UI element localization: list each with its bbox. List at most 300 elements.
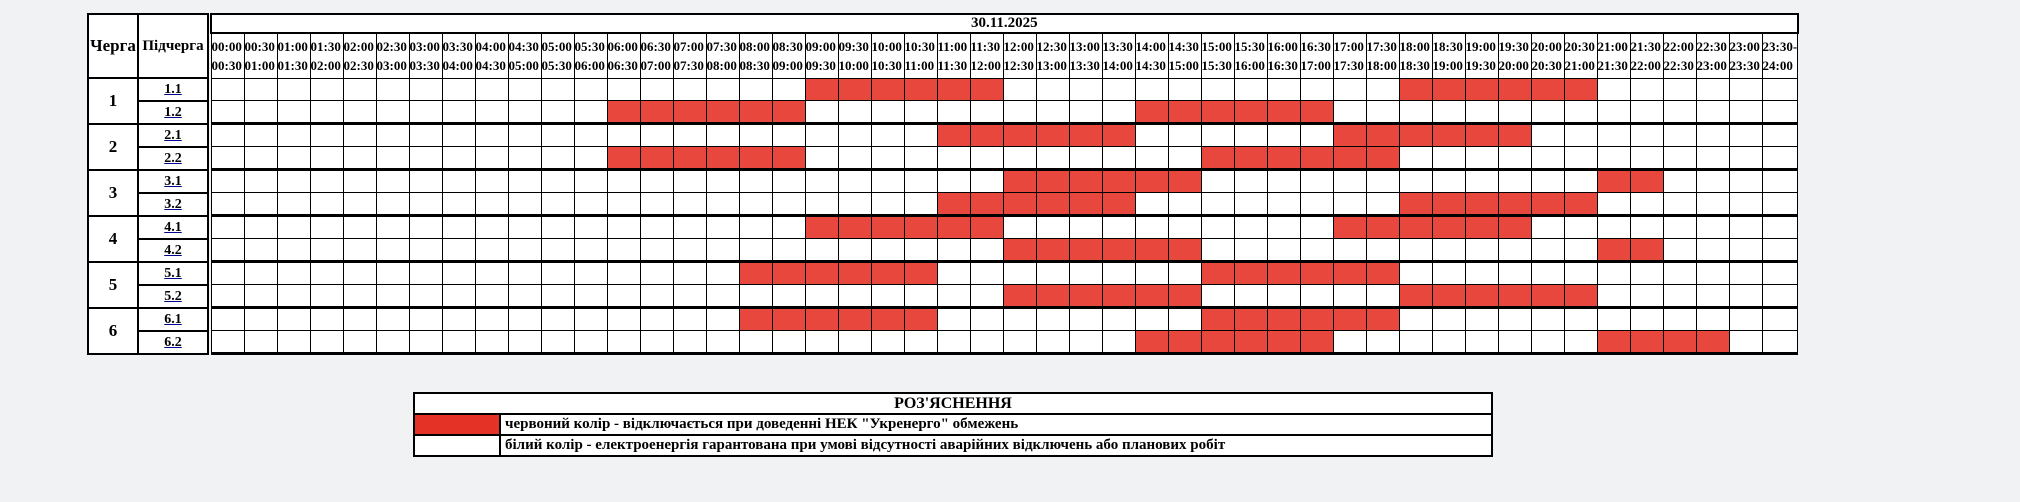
time-slot-header	[475, 33, 508, 79]
outage-cell	[1234, 147, 1267, 170]
power-cell	[1432, 262, 1465, 285]
power-cell	[574, 170, 607, 193]
outage-cell	[1564, 285, 1597, 308]
power-cell	[1267, 239, 1300, 262]
power-cell	[310, 262, 343, 285]
power-cell	[475, 216, 508, 239]
subqueue-link[interactable]: 5.1	[164, 265, 182, 281]
power-cell	[1168, 308, 1201, 331]
power-cell	[1234, 170, 1267, 193]
outage-cell	[1366, 124, 1399, 147]
outage-cell	[772, 308, 805, 331]
power-cell	[937, 308, 970, 331]
power-cell	[739, 239, 772, 262]
time-slot-header	[904, 33, 937, 79]
outage-cell	[607, 101, 640, 124]
time-slot-header	[1201, 33, 1234, 79]
power-cell	[376, 331, 409, 354]
power-cell	[871, 101, 904, 124]
time-slot-header	[409, 33, 442, 79]
power-cell	[805, 170, 838, 193]
subqueue-link[interactable]: 3.2	[164, 196, 182, 212]
time-slot-header	[640, 33, 673, 79]
power-cell	[937, 101, 970, 124]
power-cell	[1366, 101, 1399, 124]
power-cell	[970, 239, 1003, 262]
outage-cell	[1366, 308, 1399, 331]
power-cell	[574, 124, 607, 147]
outage-cell	[1036, 170, 1069, 193]
power-cell	[1531, 308, 1564, 331]
outage-cell	[1135, 285, 1168, 308]
power-cell	[508, 170, 541, 193]
power-cell	[805, 331, 838, 354]
power-cell	[970, 147, 1003, 170]
time-slot-start: 15:30	[1234, 39, 1265, 54]
power-cell	[640, 331, 673, 354]
power-cell	[1762, 331, 1798, 354]
outage-cell	[1597, 331, 1630, 354]
power-cell	[1762, 216, 1798, 239]
power-cell	[904, 147, 937, 170]
power-cell	[310, 101, 343, 124]
power-cell	[1696, 308, 1729, 331]
power-cell	[673, 262, 706, 285]
outage-cell	[1696, 331, 1729, 354]
power-cell	[574, 308, 607, 331]
outage-cell	[1531, 285, 1564, 308]
power-cell	[376, 308, 409, 331]
outage-cell	[1267, 308, 1300, 331]
power-cell	[1630, 101, 1663, 124]
outage-cell	[607, 147, 640, 170]
time-slot-start: 13:30	[1102, 39, 1133, 54]
outage-cell	[1564, 79, 1597, 101]
outage-cell	[1531, 193, 1564, 216]
time-slot-end: 02:00	[310, 58, 341, 73]
outage-cell	[1003, 285, 1036, 308]
power-cell	[673, 193, 706, 216]
outage-cell	[871, 308, 904, 331]
power-cell	[1663, 308, 1696, 331]
time-slot-start: 12:30	[1036, 39, 1067, 54]
time-slot-end: 04:00	[442, 58, 473, 73]
outage-cell	[1300, 308, 1333, 331]
power-cell	[541, 308, 574, 331]
power-cell	[1630, 193, 1663, 216]
power-cell	[706, 285, 739, 308]
power-cell	[343, 147, 376, 170]
subqueue-link[interactable]: 6.1	[164, 311, 182, 327]
power-cell	[1168, 262, 1201, 285]
power-cell	[508, 101, 541, 124]
time-slot-header	[541, 33, 574, 79]
power-cell	[838, 170, 871, 193]
power-cell	[1168, 216, 1201, 239]
power-cell	[1003, 79, 1036, 101]
outage-cell	[640, 147, 673, 170]
power-cell	[277, 262, 310, 285]
time-slot-end: 21:00	[1564, 58, 1595, 73]
outage-cell	[1201, 331, 1234, 354]
power-cell	[1696, 285, 1729, 308]
time-slot-start: 02:30	[376, 39, 407, 54]
time-slot-header	[1630, 33, 1663, 79]
outage-cell	[1498, 285, 1531, 308]
time-slot-end: 14:00	[1102, 58, 1133, 73]
power-cell	[508, 308, 541, 331]
power-cell	[244, 285, 277, 308]
power-cell	[1036, 79, 1069, 101]
power-cell	[673, 216, 706, 239]
time-slot-start: 01:00	[277, 39, 308, 54]
power-cell	[475, 170, 508, 193]
outage-cell	[1399, 124, 1432, 147]
time-slot-end: 22:30	[1663, 58, 1694, 73]
power-cell	[1531, 124, 1564, 147]
outage-cell	[838, 308, 871, 331]
power-cell	[1762, 285, 1798, 308]
power-cell	[1663, 79, 1696, 101]
time-slot-start: 09:00	[805, 39, 836, 54]
power-cell	[772, 331, 805, 354]
outage-cell	[1102, 239, 1135, 262]
power-cell	[442, 101, 475, 124]
outage-cell	[1234, 101, 1267, 124]
power-cell	[1762, 239, 1798, 262]
time-slot-header	[772, 33, 805, 79]
time-slot-header	[310, 33, 343, 79]
power-cell	[1267, 170, 1300, 193]
power-cell	[871, 285, 904, 308]
time-slot-header	[1696, 33, 1729, 79]
time-slot-end: 07:30	[673, 58, 704, 73]
power-cell	[1498, 170, 1531, 193]
outage-cell	[1432, 216, 1465, 239]
power-cell	[1102, 79, 1135, 101]
time-slot-end: 12:30	[1003, 58, 1034, 73]
time-slot-start: 20:30	[1564, 39, 1595, 54]
time-slot-header	[1564, 33, 1597, 79]
subqueue-link[interactable]: 1.2	[164, 104, 182, 120]
subqueue-cell	[138, 239, 208, 262]
power-cell	[640, 170, 673, 193]
outage-cell	[937, 79, 970, 101]
power-cell	[1663, 193, 1696, 216]
time-slot-end: 03:30	[409, 58, 440, 73]
time-slot-end: 20:00	[1498, 58, 1529, 73]
outage-cell	[805, 79, 838, 101]
subqueue-link[interactable]: 2.1	[164, 127, 182, 143]
time-slot-start: 18:00	[1399, 39, 1430, 54]
power-cell	[1531, 170, 1564, 193]
power-cell	[541, 285, 574, 308]
power-cell	[376, 101, 409, 124]
time-slot-end: 01:00	[244, 58, 275, 73]
power-cell	[1003, 147, 1036, 170]
outage-cell	[1036, 193, 1069, 216]
power-cell	[244, 331, 277, 354]
power-cell	[409, 101, 442, 124]
outage-cell	[739, 147, 772, 170]
time-slot-start: 17:00	[1333, 39, 1364, 54]
outage-cell	[1069, 285, 1102, 308]
power-cell	[442, 216, 475, 239]
power-cell	[1399, 239, 1432, 262]
power-cell	[541, 216, 574, 239]
outage-cell	[706, 101, 739, 124]
power-cell	[409, 285, 442, 308]
power-cell	[706, 193, 739, 216]
time-slot-end: 13:30	[1069, 58, 1100, 73]
power-cell	[838, 239, 871, 262]
outage-cell	[1267, 147, 1300, 170]
power-cell	[1234, 79, 1267, 101]
power-cell	[541, 170, 574, 193]
power-cell	[1102, 262, 1135, 285]
power-cell	[1564, 239, 1597, 262]
power-cell	[1597, 79, 1630, 101]
schedule-grid	[210, 13, 1799, 355]
power-cell	[376, 193, 409, 216]
time-slot-end: 09:30	[805, 58, 836, 73]
power-cell	[574, 262, 607, 285]
outage-cell	[1234, 308, 1267, 331]
power-cell	[343, 193, 376, 216]
outage-cell	[1234, 331, 1267, 354]
time-slot-header	[1597, 33, 1630, 79]
power-cell	[706, 262, 739, 285]
outage-cell	[1003, 170, 1036, 193]
legend-red-swatch	[414, 414, 500, 435]
power-cell	[1135, 147, 1168, 170]
outage-cell	[640, 101, 673, 124]
power-cell	[772, 216, 805, 239]
power-cell	[475, 147, 508, 170]
power-cell	[409, 331, 442, 354]
power-cell	[805, 285, 838, 308]
time-slot-end: 06:00	[574, 58, 605, 73]
outage-cell	[1333, 262, 1366, 285]
power-cell	[310, 285, 343, 308]
outage-cell	[1267, 331, 1300, 354]
power-cell	[343, 124, 376, 147]
outage-cell	[1300, 331, 1333, 354]
subqueue-link[interactable]: 3.1	[164, 173, 182, 189]
power-cell	[1102, 331, 1135, 354]
power-cell	[640, 262, 673, 285]
power-cell	[1498, 262, 1531, 285]
time-slot-header	[1003, 33, 1036, 79]
time-slot-end: 15:00	[1168, 58, 1199, 73]
outage-cell	[1432, 79, 1465, 101]
power-cell	[343, 101, 376, 124]
outage-cell	[1597, 239, 1630, 262]
power-cell	[277, 308, 310, 331]
time-slot-end: 16:30	[1267, 58, 1298, 73]
power-cell	[673, 170, 706, 193]
power-cell	[1333, 193, 1366, 216]
power-cell	[277, 193, 310, 216]
power-cell	[508, 331, 541, 354]
power-cell	[871, 193, 904, 216]
power-cell	[1531, 239, 1564, 262]
power-cell	[343, 331, 376, 354]
outage-cell	[1630, 239, 1663, 262]
time-slot-end: 11:30	[937, 58, 968, 73]
time-slot-header	[244, 33, 277, 79]
subqueue-link[interactable]: 6.2	[164, 334, 182, 350]
power-cell	[541, 124, 574, 147]
power-cell	[772, 124, 805, 147]
power-cell	[244, 239, 277, 262]
legend-title: РОЗ'ЯСНЕННЯ	[414, 393, 1492, 414]
power-cell	[904, 331, 937, 354]
outage-cell	[937, 216, 970, 239]
power-cell	[1762, 79, 1798, 101]
schedule-row	[211, 331, 1798, 354]
power-cell	[838, 285, 871, 308]
power-cell	[1630, 262, 1663, 285]
power-cell	[508, 285, 541, 308]
power-cell	[1531, 147, 1564, 170]
time-slot-header	[1729, 33, 1762, 79]
power-cell	[970, 285, 1003, 308]
power-cell	[970, 170, 1003, 193]
time-slot-end: 08:30	[739, 58, 770, 73]
power-cell	[1135, 308, 1168, 331]
power-cell	[1465, 262, 1498, 285]
time-slot-start: 03:30	[442, 39, 473, 54]
subqueue-cell	[138, 285, 208, 308]
power-cell	[1201, 285, 1234, 308]
outage-cell	[1168, 239, 1201, 262]
power-cell	[310, 308, 343, 331]
power-cell	[607, 308, 640, 331]
power-cell	[574, 331, 607, 354]
power-cell	[640, 216, 673, 239]
power-cell	[1267, 124, 1300, 147]
power-cell	[475, 124, 508, 147]
power-cell	[1300, 79, 1333, 101]
power-cell	[1366, 79, 1399, 101]
subqueue-link[interactable]: 4.1	[164, 219, 182, 235]
subqueue-link[interactable]: 4.2	[164, 242, 182, 258]
power-cell	[541, 101, 574, 124]
power-cell	[1168, 193, 1201, 216]
time-slot-header	[607, 33, 640, 79]
power-cell	[739, 216, 772, 239]
power-cell	[838, 193, 871, 216]
outage-cell	[1498, 193, 1531, 216]
power-cell	[1366, 331, 1399, 354]
outage-cell	[904, 262, 937, 285]
power-cell	[508, 147, 541, 170]
power-cell	[409, 124, 442, 147]
power-cell	[1300, 124, 1333, 147]
outage-cell	[1267, 262, 1300, 285]
subqueue-cell	[138, 101, 208, 124]
power-cell	[508, 124, 541, 147]
power-cell	[1432, 170, 1465, 193]
power-cell	[475, 331, 508, 354]
power-cell	[1465, 239, 1498, 262]
power-cell	[607, 285, 640, 308]
power-cell	[277, 216, 310, 239]
outage-cell	[937, 193, 970, 216]
outage-cell	[1168, 331, 1201, 354]
power-cell	[1036, 216, 1069, 239]
outage-cell	[1069, 239, 1102, 262]
subqueue-link[interactable]: 2.2	[164, 150, 182, 166]
time-slot-end: 09:00	[772, 58, 803, 73]
power-cell	[1036, 262, 1069, 285]
power-cell	[1465, 147, 1498, 170]
power-cell	[1663, 216, 1696, 239]
power-cell	[1333, 285, 1366, 308]
outage-cell	[1300, 101, 1333, 124]
time-slot-end: 04:30	[475, 58, 506, 73]
subqueue-link[interactable]: 5.2	[164, 288, 182, 304]
power-cell	[211, 193, 244, 216]
power-cell	[706, 308, 739, 331]
time-slot-end: 10:00	[838, 58, 869, 73]
outage-cell	[772, 262, 805, 285]
time-slot-start: 06:30	[640, 39, 671, 54]
time-slot-header	[1267, 33, 1300, 79]
subqueue-cell	[138, 78, 208, 101]
queue-number: 6	[88, 308, 138, 354]
power-cell	[640, 308, 673, 331]
power-cell	[1762, 101, 1798, 124]
outage-cell	[1300, 147, 1333, 170]
power-cell	[739, 285, 772, 308]
power-cell	[838, 101, 871, 124]
power-cell	[805, 193, 838, 216]
power-cell	[706, 124, 739, 147]
power-cell	[310, 239, 343, 262]
power-cell	[1663, 239, 1696, 262]
power-cell	[442, 262, 475, 285]
outage-cell	[838, 79, 871, 101]
power-cell	[574, 193, 607, 216]
power-cell	[1564, 308, 1597, 331]
outage-cell	[1465, 124, 1498, 147]
time-slot-header	[376, 33, 409, 79]
time-slot-header	[1234, 33, 1267, 79]
power-cell	[706, 216, 739, 239]
outage-cell	[1168, 101, 1201, 124]
power-cell	[541, 239, 574, 262]
power-cell	[1729, 124, 1762, 147]
power-cell	[475, 308, 508, 331]
subqueue-link[interactable]: 1.1	[164, 81, 182, 97]
power-cell	[211, 308, 244, 331]
subqueue-cell	[138, 331, 208, 354]
outage-cell	[1300, 262, 1333, 285]
time-slot-start: 22:00	[1663, 39, 1694, 54]
power-cell	[442, 147, 475, 170]
power-cell	[1630, 124, 1663, 147]
power-cell	[1762, 170, 1798, 193]
power-cell	[442, 285, 475, 308]
outage-cell	[838, 216, 871, 239]
power-cell	[1300, 170, 1333, 193]
power-cell	[871, 239, 904, 262]
time-slot-end: 18:30	[1399, 58, 1430, 73]
power-cell	[1564, 101, 1597, 124]
time-slot-start: 05:00	[541, 39, 572, 54]
